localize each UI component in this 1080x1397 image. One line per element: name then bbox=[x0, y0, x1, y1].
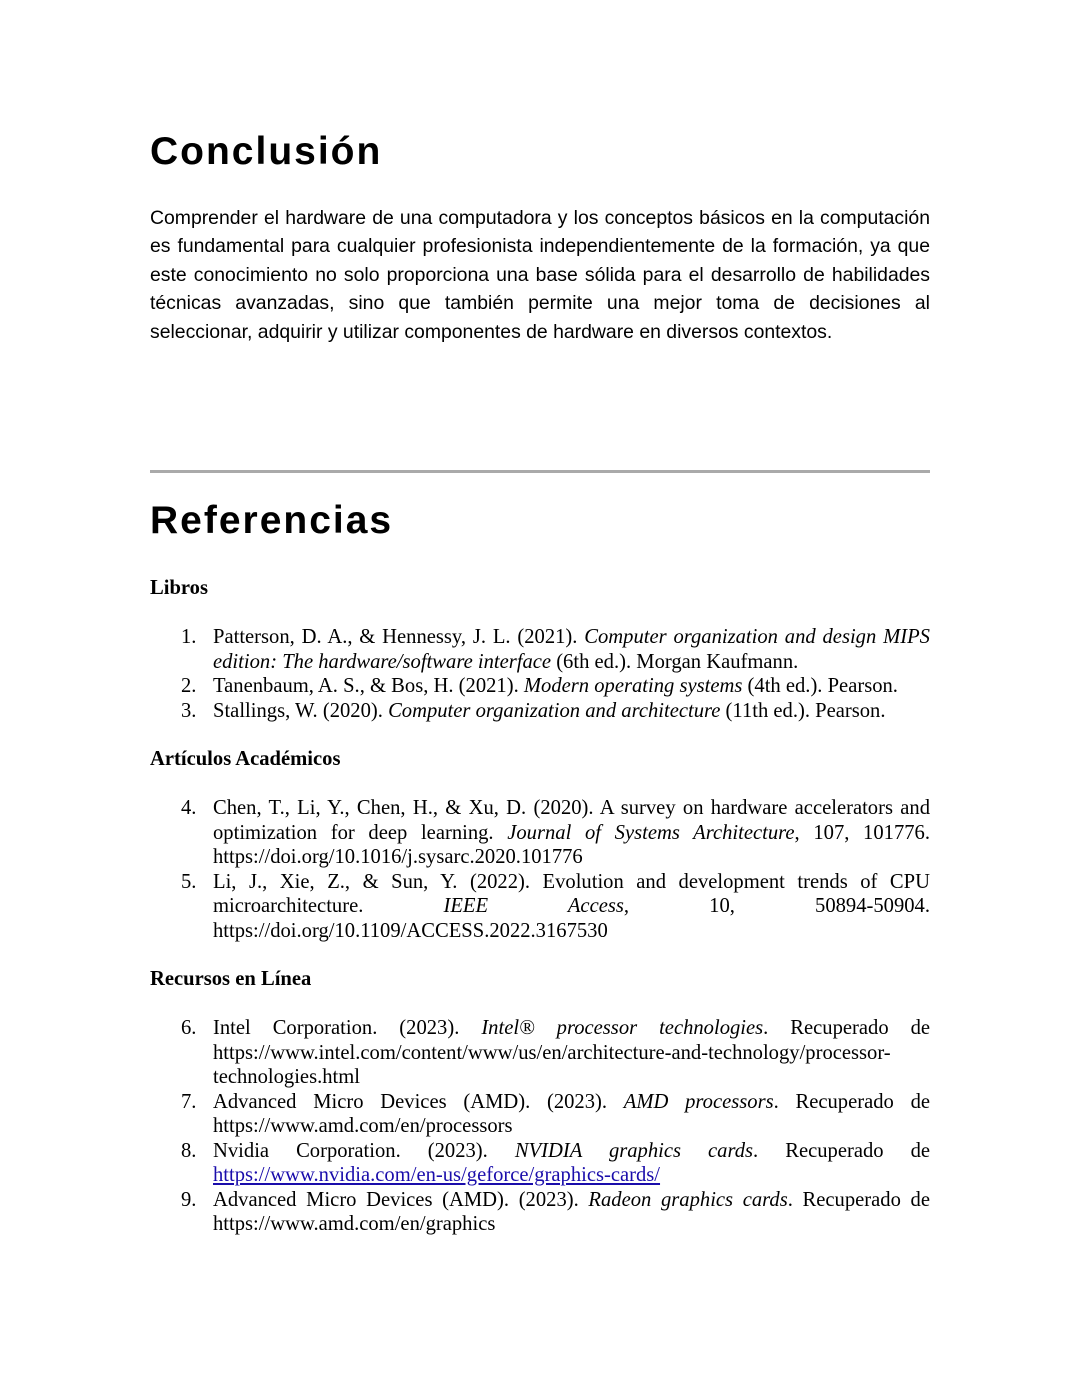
reference-list-books bbox=[150, 625, 930, 723]
reference-list-articles bbox=[150, 796, 930, 943]
reference-title: Intel® processor technologies bbox=[481, 1017, 764, 1039]
reference-title: Radeon graphics cards bbox=[588, 1188, 788, 1211]
subheading-articles: Artículos Académicos bbox=[150, 748, 341, 770]
reference-number: 6. bbox=[181, 1017, 197, 1039]
reference-number: 2. bbox=[181, 675, 197, 697]
reference-item: 4. Chen, T., Li, Y., Chen, H., & Xu, D. (2020). A survey on hardware accelerators and optimization for deep learning. Journal of Systems Architecture, 107, 101776. https://doi.org/10.1016/j.sysarc.2020.101776 bbox=[181, 797, 930, 868]
reference-item: 7. Advanced Micro Devices (AMD). (2023). AMD processors. Recuperado de https://www.amd.com/en/processors bbox=[181, 1090, 931, 1137]
reference-item: 3. Stallings, W. (2020). Computer organization and architecture (11th ed.). Pearson. bbox=[181, 699, 886, 722]
reference-list-online bbox=[150, 1016, 930, 1237]
reference-item: 9. Advanced Micro Devices (AMD). (2023). Radeon graphics cards. Recuperado de https://www.amd.com/en/graphics bbox=[181, 1188, 930, 1235]
references-heading: Referencias bbox=[150, 499, 394, 542]
conclusion-paragraph: Comprender el hardware de una computadora y los conceptos básicos en la computación es fundamental para cualquier profesionista independientemente de la formación, ya que este conocimiento no solo proporciona una base sólida para el desarrollo de habilidades técnicas avanzadas, sino que también permite una mejor toma de decisiones al seleccionar, adquirir y utilizar componentes de hardware en diversos contextos. bbox=[150, 207, 930, 343]
reference-number: 1. bbox=[181, 626, 197, 648]
reference-title: IEEE Access bbox=[443, 895, 624, 917]
reference-item: 2. Tanenbaum, A. S., & Bos, H. (2021). Modern operating systems (4th ed.). Pearson. bbox=[181, 675, 898, 697]
reference-number: 8. bbox=[181, 1139, 197, 1162]
reference-number: 3. bbox=[181, 699, 197, 722]
reference-title: NVIDIA graphics cards bbox=[514, 1139, 754, 1162]
reference-title: AMD processors bbox=[623, 1090, 774, 1113]
reference-item: 6. Intel Corporation. (2023). Intel® processor technologies. Recuperado de https://www.intel.com/content/www/us/en/architecture-and-technology/processor-technologies.html bbox=[181, 1017, 931, 1088]
reference-title: Computer organization and architecture bbox=[388, 699, 721, 722]
subheading-online-resources: Recursos en Línea bbox=[150, 968, 312, 990]
reference-item: 1. Patterson, D. A., & Hennessy, J. L. (2021). Computer organization and design MIPS edition: The hardware/software interface (6th ed.). Morgan Kaufmann. bbox=[181, 626, 930, 673]
subheading-books: Libros bbox=[150, 577, 208, 599]
nvidia-link[interactable]: https://www.nvidia.com/en-us/geforce/graphics-cards/ bbox=[213, 1164, 661, 1186]
reference-title: Modern operating systems bbox=[523, 675, 743, 697]
conclusion-heading: Conclusión bbox=[150, 130, 383, 173]
section-divider bbox=[150, 470, 930, 473]
reference-number: 5. bbox=[181, 870, 197, 893]
reference-title: Computer organization and design MIPS edition: The hardware/software interface bbox=[213, 626, 930, 673]
reference-number: 9. bbox=[181, 1188, 197, 1211]
reference-number: 4. bbox=[181, 797, 197, 819]
reference-number: 7. bbox=[181, 1090, 197, 1113]
reference-item: 8. Nvidia Corporation. (2023). NVIDIA graphics cards. Recuperado de https://www.nvidia.com/en-us/geforce/graphics-cards/ bbox=[181, 1139, 931, 1186]
reference-title: Journal of Systems Architecture bbox=[507, 821, 795, 844]
reference-item: 5. Li, J., Xie, Z., & Sun, Y. (2022). Evolution and development trends of CPU microarchitecture. IEEE Access, 10, 50894-50904. https://doi.org/10.1109/ACCESS.2022.3167530 bbox=[181, 870, 931, 942]
